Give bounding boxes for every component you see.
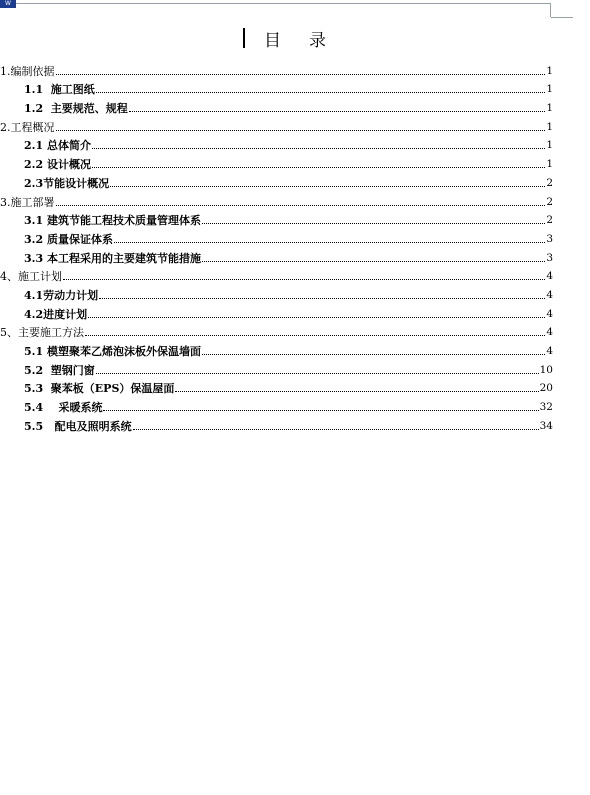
toc-entry-label: 3.2 质量保证体系: [24, 232, 113, 246]
toc-dot-leader: [110, 186, 545, 187]
toc-page-number: 32: [539, 401, 553, 414]
toc-subsection-entry[interactable]: [0, 152, 553, 171]
toc-subsection-entry[interactable]: [0, 377, 553, 396]
toc-page-number: 4: [546, 288, 553, 301]
toc-dot-leader: [96, 373, 539, 374]
toc-dot-leader: [202, 261, 545, 262]
toc-entry-label: 3.1 建筑节能工程技术质量管理体系: [24, 214, 201, 228]
toc-entry-label: 1.2 主要规范、规程: [24, 102, 128, 116]
toc-page-number: 3: [546, 251, 553, 264]
toc-dot-leader: [202, 354, 545, 355]
toc-page-number: 1: [546, 102, 553, 115]
toc-page-number: 4: [546, 307, 553, 320]
toc-dot-leader: [202, 223, 545, 224]
toc-subsection-entry[interactable]: [0, 395, 553, 414]
toc-entry-label: 4、施工计划: [0, 270, 62, 284]
page-margin-marker: [550, 3, 551, 17]
toc-entry-label: 5.4 采暖系统: [24, 401, 103, 415]
page-title: 目录: [264, 31, 354, 51]
toc-page-number: 2: [546, 214, 553, 227]
toc-entry-label: 5.5 配电及照明系统: [24, 419, 132, 433]
toc-entry-label: 4.2进度计划: [24, 307, 88, 321]
toc-dot-leader: [88, 317, 545, 318]
toc-dot-leader: [92, 148, 545, 149]
toc-page-number: 1: [546, 120, 553, 133]
toc-page-number: 20: [539, 382, 553, 395]
toc-subsection-entry[interactable]: [0, 96, 553, 115]
toc-entry-label: 5.3 聚苯板（EPS）保温屋面: [24, 382, 175, 396]
toc-dot-leader: [63, 279, 545, 280]
toc-page-number: 4: [546, 345, 553, 357]
toc-dot-leader: [56, 130, 546, 131]
toc-entry-label: 2.2 设计概况: [24, 158, 91, 172]
toc-dot-leader: [56, 74, 546, 75]
toc-dot-leader: [114, 242, 545, 243]
toc-dot-leader: [56, 205, 546, 206]
toc-page-number: 3: [546, 232, 553, 245]
toc-page-number: 4: [546, 326, 553, 339]
toc-subsection-entry[interactable]: [0, 246, 553, 265]
toc-page-number: 2: [546, 195, 553, 208]
title-container: [0, 26, 590, 51]
toc-page-number: 1: [546, 64, 553, 77]
toc-subsection-entry[interactable]: [0, 78, 553, 97]
toc-entry-label: 2.3节能设计概况: [24, 176, 110, 190]
document-corner-icon: W: [0, 0, 16, 8]
toc-subsection-entry[interactable]: [0, 302, 553, 321]
toc-subsection-entry[interactable]: [0, 414, 553, 433]
toc-page-number: 1: [546, 139, 553, 152]
toc-subsection-entry[interactable]: [0, 209, 553, 228]
toc-dot-leader: [99, 298, 545, 299]
toc-entry-label: 5.2 塑钢门窗: [24, 363, 95, 377]
page-boundary-line: [16, 3, 550, 4]
toc-dot-leader: [103, 410, 538, 411]
toc-section-entry[interactable]: [0, 115, 553, 134]
toc-section-entry[interactable]: [0, 190, 553, 209]
toc-section-entry[interactable]: [0, 59, 553, 78]
toc-page-number: 34: [539, 419, 553, 432]
toc-page-number: 4: [546, 270, 553, 283]
toc-page-number: 1: [546, 158, 553, 171]
toc-page-number: 1: [546, 83, 553, 96]
toc-page-number: 2: [546, 176, 553, 189]
toc-subsection-entry[interactable]: [0, 339, 553, 358]
toc-dot-leader: [175, 391, 538, 392]
toc-entry-label: 5.1 模塑聚苯乙烯泡沫板外保温墙面: [24, 345, 201, 358]
toc-entry-label: 1.1 施工图纸: [24, 83, 95, 97]
toc-dot-leader: [129, 111, 546, 112]
toc-entry-label: 3.3 本工程采用的主要建筑节能措施: [24, 251, 201, 265]
toc-section-entry[interactable]: [0, 265, 553, 284]
toc-entry-label: 3.施工部署: [0, 195, 55, 209]
toc-entry-label: 2.1 总体简介: [24, 139, 91, 153]
toc-dot-leader: [92, 167, 545, 168]
toc-subsection-entry[interactable]: [0, 227, 553, 246]
toc-dot-leader: [85, 335, 545, 336]
toc-section-entry[interactable]: [0, 321, 553, 340]
toc-dot-leader: [133, 429, 539, 430]
toc-subsection-entry[interactable]: [0, 358, 553, 377]
toc-subsection-entry[interactable]: [0, 134, 553, 153]
toc-entry-label: 4.1劳动力计划: [24, 288, 99, 302]
toc-entry-label: 2.工程概况: [0, 120, 55, 134]
toc-dot-leader: [96, 92, 546, 93]
toc-entry-label: 5、主要施工方法: [0, 326, 84, 340]
toc-subsection-entry[interactable]: [0, 283, 553, 302]
table-of-contents: [0, 59, 553, 433]
page-margin-tick: [551, 17, 573, 18]
toc-page-number: 10: [539, 363, 553, 376]
toc-entry-label: 1.编制依据: [0, 64, 55, 78]
toc-subsection-entry[interactable]: [0, 171, 553, 190]
